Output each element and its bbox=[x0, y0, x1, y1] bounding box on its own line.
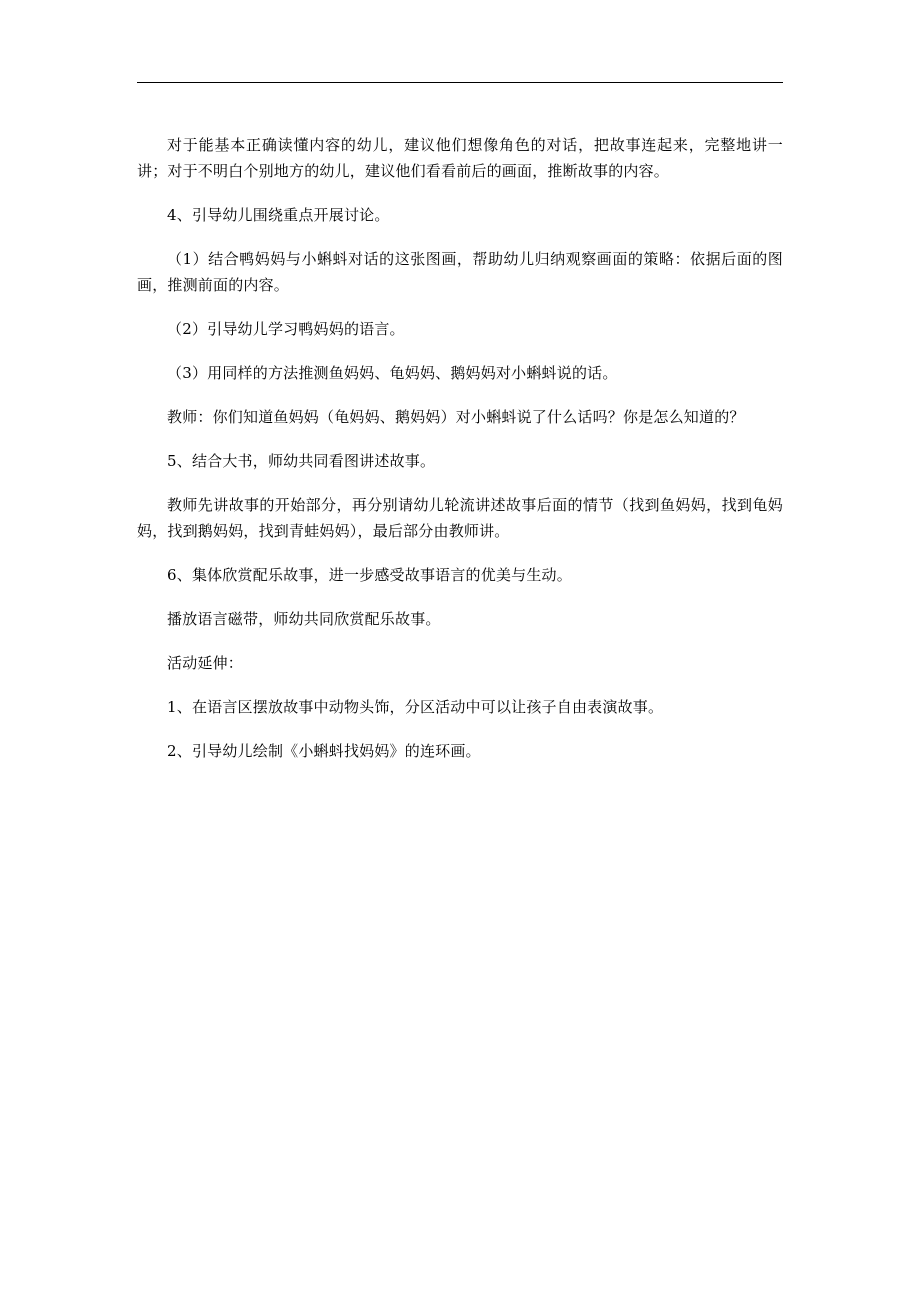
document-body bbox=[137, 132, 783, 764]
paragraph-reading-guidance: 对于能基本正确读懂内容的幼儿，建议他们想像角色的对话，把故事连起来，完整地讲一讲；对于不明白个别地方的幼儿，建议他们看看前后的画面，推断故事的内容。 bbox=[137, 136, 783, 180]
paragraph-step-4-item-3: （3）用同样的方法推测鱼妈妈、龟妈妈、鹅妈妈对小蝌蚪说的话。 bbox=[167, 364, 618, 382]
header-rule bbox=[137, 82, 783, 83]
paragraph-step-4-item-1: （1）结合鸭妈妈与小蝌蚪对话的这张图画，帮助幼儿归纳观察画面的策略：依据后面的图画，推测前面的内容。 bbox=[137, 250, 783, 294]
paragraph-play-tape: 播放语言磁带，师幼共同欣赏配乐故事。 bbox=[167, 610, 441, 628]
paragraph-extension-2: 2、引导幼儿绘制《小蝌蚪找妈妈》的连环画。 bbox=[167, 742, 481, 760]
paragraph-extension-heading: 活动延伸： bbox=[167, 654, 244, 672]
paragraph-extension-1: 1、在语言区摆放故事中动物头饰，分区活动中可以让孩子自由表演故事。 bbox=[167, 698, 664, 716]
paragraph-teacher-storytelling: 教师先讲故事的开始部分，再分别请幼儿轮流讲述故事后面的情节（找到鱼妈妈，找到龟妈妈，找到鹅妈妈，找到青蛙妈妈），最后部分由教师讲。 bbox=[137, 496, 783, 540]
paragraph-teacher-question: 教师：你们知道鱼妈妈（龟妈妈、鹅妈妈）对小蝌蚪说了什么话吗？你是怎么知道的？ bbox=[167, 408, 745, 426]
paragraph-step-4: 4、引导幼儿围绕重点开展讨论。 bbox=[167, 206, 390, 224]
paragraph-step-4-item-2: （2）引导幼儿学习鸭妈妈的语言。 bbox=[167, 320, 405, 338]
paragraph-step-6: 6、集体欣赏配乐故事，进一步感受故事语言的优美与生动。 bbox=[167, 566, 572, 584]
paragraph-step-5: 5、结合大书，师幼共同看图讲述故事。 bbox=[167, 452, 436, 470]
